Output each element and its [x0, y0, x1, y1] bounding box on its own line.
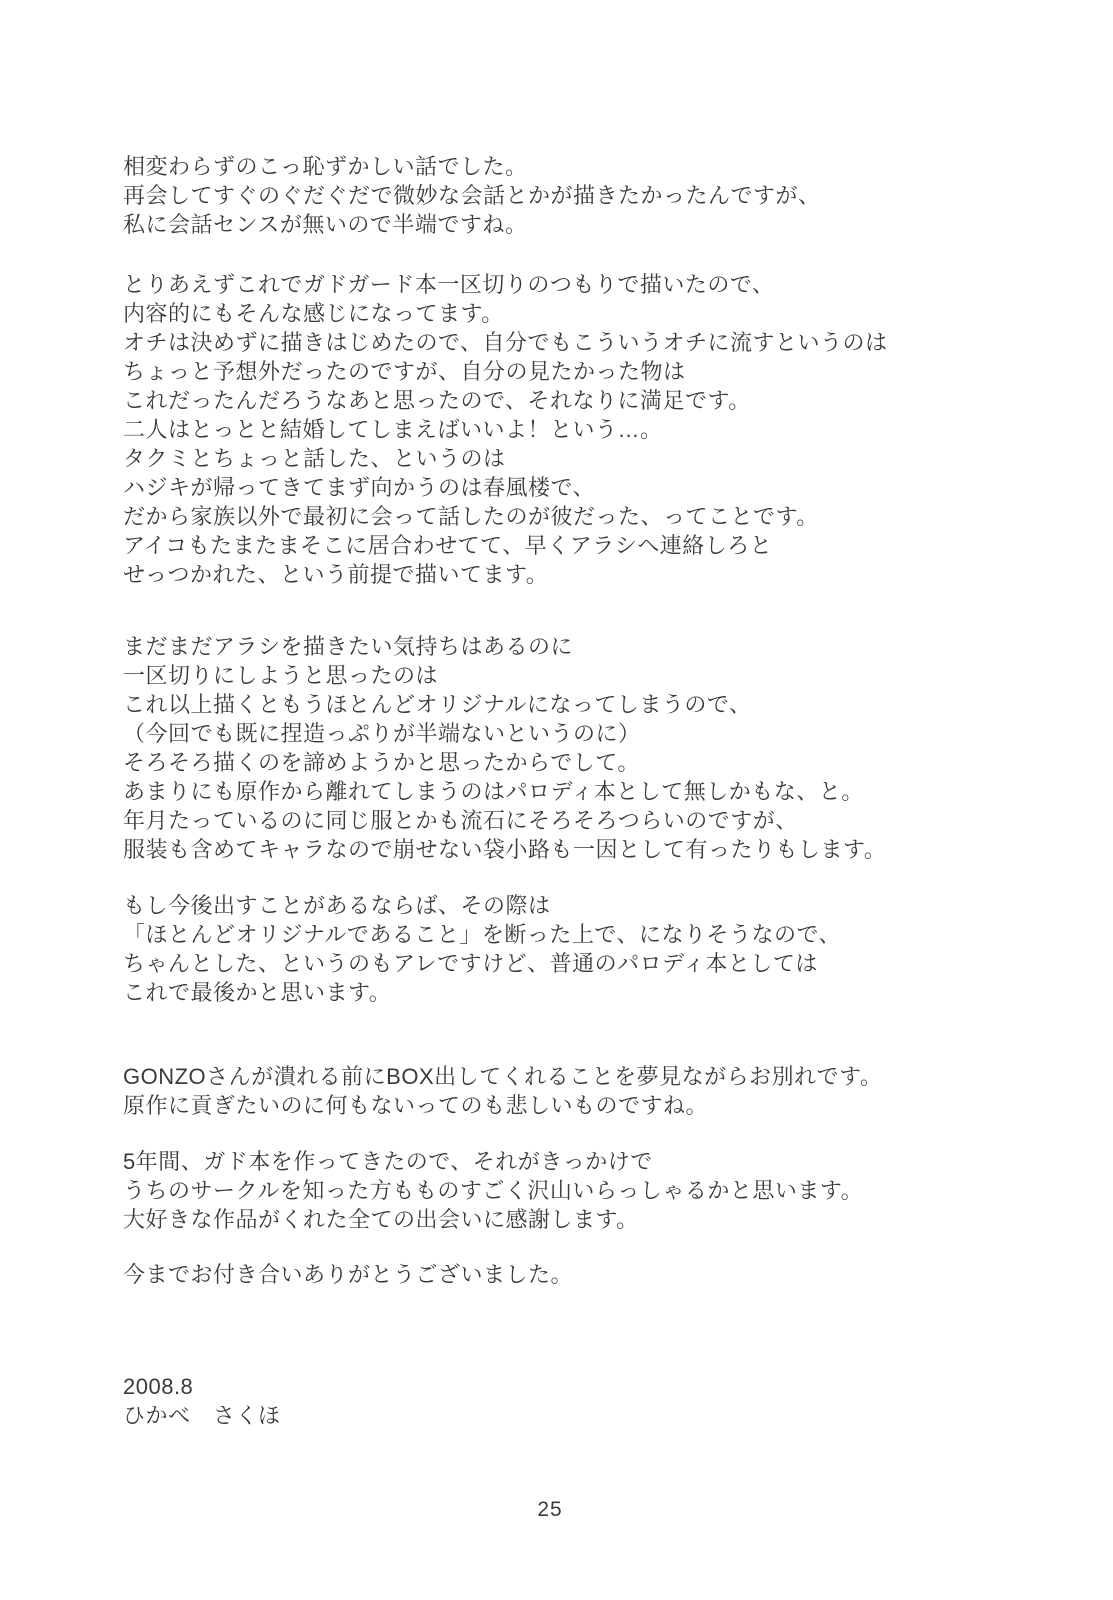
- afterword-line: とりあえずこれでガドガード本一区切りのつもりで描いたので、: [123, 272, 775, 297]
- afterword-line: そろそろ描くのを諦めようかと思ったからでして。: [123, 750, 640, 775]
- afterword-line: 大好きな作品がくれた全ての出会いに感謝します。: [123, 1207, 639, 1232]
- afterword-line: 二人はとっとと結婚してしまえばいいよ！という…。: [123, 417, 663, 442]
- afterword-line: うちのサークルを知った方もものすごく沢山いらっしゃるかと思います。: [123, 1178, 864, 1203]
- afterword-line: （今回でも既に捏造っぷりが半端ないというのに）: [123, 721, 641, 746]
- afterword-line: 年月たっているのに同じ服とかも流石にそろそろつらいのですが、: [123, 808, 798, 833]
- afterword-line: 相変わらずのこっ恥ずかしい話でした。: [123, 154, 528, 179]
- afterword-line: GONZOさんが潰れる前にBOX出してくれることを夢見ながらお別れです。: [123, 1064, 883, 1089]
- afterword-line: タクミとちょっと話した、というのは: [123, 446, 506, 471]
- afterword-line: これだったんだろうなあと思ったので、それなりに満足です。: [123, 388, 751, 413]
- afterword-line: 「ほとんどオリジナルであること」を断った上で、になりそうなので、: [123, 922, 842, 947]
- page-number: 25: [537, 1498, 563, 1521]
- afterword-line: せっつかれた、という前提で描いてます。: [123, 562, 549, 587]
- afterword-line: 内容的にもそんな感じになってます。: [123, 301, 504, 326]
- afterword-paragraph: [123, 1062, 1003, 1120]
- afterword-paragraph: [123, 632, 1003, 864]
- afterword-line: ちょっと予想外だったのですが、自分の見たかった物は: [123, 359, 686, 384]
- afterword-text: [123, 152, 1003, 1430]
- afterword-line: オチは決めずに描きはじめたので、自分でもこういうオチに流すというのは: [123, 330, 888, 355]
- afterword-line: あまりにも原作から離れてしまうのはパロディ本として無しかもな、と。: [123, 779, 864, 804]
- signature-block: [123, 1372, 1003, 1430]
- afterword-line: 服装も含めてキャラなので崩せない袋小路も一因として有ったりもします。: [123, 837, 887, 862]
- afterword-line: もし今後出すことがあるならば、その際は: [123, 893, 551, 918]
- afterword-line: 一区切りにしようと思ったのは: [123, 663, 439, 688]
- afterword-paragraph: [123, 270, 1003, 589]
- signature-author: ひかべ さくほ: [123, 1403, 281, 1428]
- signature-date: 2008.8: [123, 1374, 194, 1399]
- afterword-line: これで最後かと思います。: [123, 980, 392, 1005]
- afterword-paragraph: [123, 1147, 1003, 1234]
- afterword-line: ちゃんとした、というのもアレですけど、普通のパロディ本としては: [123, 951, 818, 976]
- afterword-line: 原作に貢ぎたいのに何もないってのも悲しいものですね。: [123, 1093, 709, 1118]
- afterword-line: 5年間、ガド本を作ってきたので、それがきっかけで: [123, 1149, 653, 1174]
- afterword-paragraph: [123, 891, 1003, 1007]
- afterword-line: ハジキが帰ってきてまず向かうのは春風楼で、: [123, 475, 596, 500]
- afterword-line: 今までお付き合いありがとうございました。: [123, 1262, 574, 1287]
- afterword-line: 私に会話センスが無いので半端ですね。: [123, 212, 528, 237]
- afterword-line: これ以上描くともうほとんどオリジナルになってしまうので、: [123, 692, 752, 717]
- afterword-line: だから家族以外で最初に会って話したのが彼だった、ってことです。: [123, 504, 819, 529]
- afterword-line: 再会してすぐのぐだぐだで微妙な会話とかが描きたかったんですが、: [123, 183, 821, 208]
- afterword-line: アイコもたまたまそこに居合わせてて、早くアラシへ連絡しろと: [123, 533, 773, 558]
- afterword-paragraph: [123, 152, 1003, 239]
- afterword-paragraph: [123, 1260, 1003, 1289]
- afterword-line: まだまだアラシを描きたい気持ちはあるのに: [123, 634, 574, 659]
